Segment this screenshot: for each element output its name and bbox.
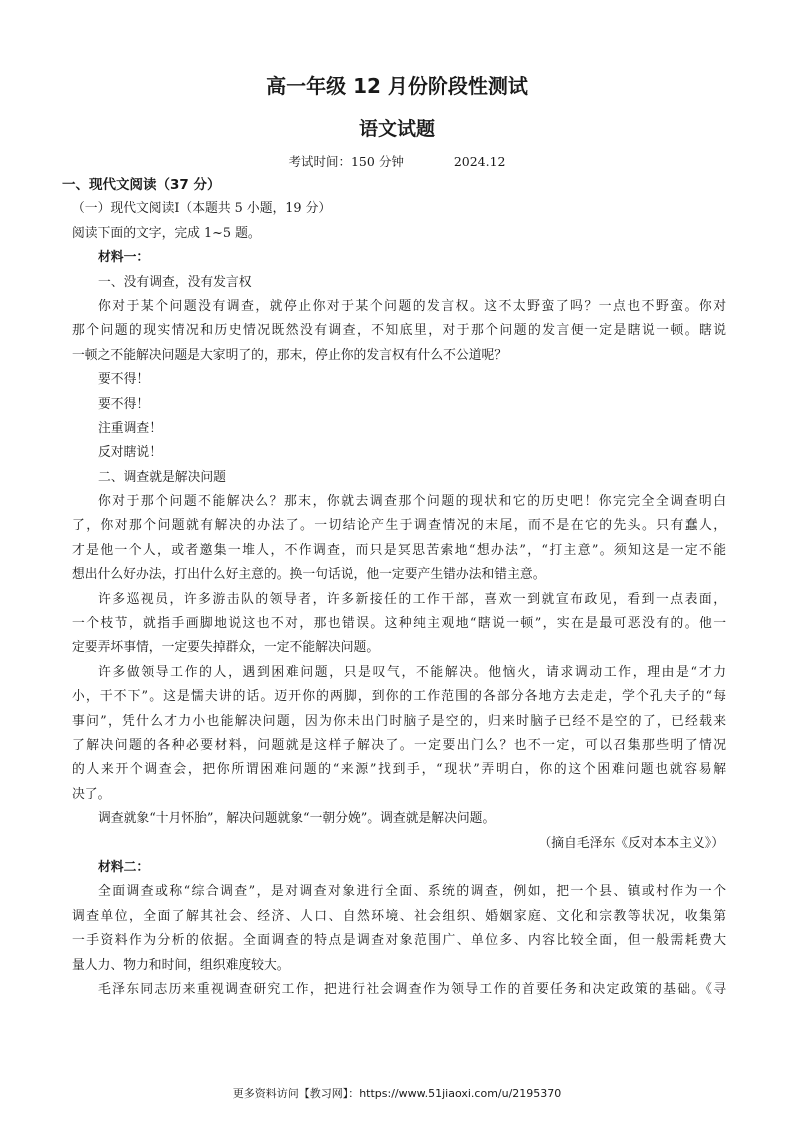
source-citation: （摘自毛泽东《反对本本主义》） — [538, 835, 724, 851]
slogan: 要不得！ — [98, 372, 150, 388]
paragraph-line: 你对于那个问题不能解决么？那末，你就去调查那个问题的现状和它的历史吧！你完完全全调查明白 — [98, 494, 726, 510]
paragraph-line: 想出什么好办法，打出什么好主意的。换一句话说，他一定要产生错办法和错主意。 — [72, 567, 546, 583]
paragraph-line: 小，干不下”。这是懦夫讲的话。迈开你的两脚，到你的工作范围的各部分各地方去走走，学个孔夫子的“每 — [72, 689, 726, 705]
exam-title: 高一年级 12 月份阶段性测试 — [266, 74, 528, 98]
exam-time: 考试时间：150 分钟 — [288, 154, 404, 169]
instruction: 阅读下面的文字，完成 1~5 题。 — [72, 225, 261, 241]
paragraph-line: 许多做领导工作的人，遇到困难问题，只是叹气，不能解决。他恼火，请求调动工作，理由是“才力 — [98, 664, 726, 680]
paragraph-line: 毛泽东同志历来重视调查研究工作，把进行社会调查作为领导工作的首要任务和决定政策的基础。《寻 — [98, 981, 726, 997]
paragraph-line: 许多巡视员，许多游击队的领导者，许多新接任的工作干部，喜欢一到就宣布政见，看到一点表面， — [98, 591, 726, 607]
exam-date: 2024.12 — [453, 154, 506, 169]
paragraph-line: 事问”，凭什么才力小也能解决问题，因为你未出门时脑子是空的，归来时脑子已经不是空的了，已经载来 — [72, 713, 726, 729]
paragraph-line: 一个枝节，就指手画脚地说这也不对，那也错误。这种纯主观地“瞎说一顿”，实在是最可恶没有的。他一 — [72, 616, 726, 632]
material-heading: 一、没有调查，没有发言权 — [98, 274, 252, 290]
slogan: 注重调查！ — [98, 420, 162, 436]
paragraph-line: 决了。 — [72, 786, 111, 802]
footer-link[interactable]: 更多资料访问【教习网】：https://www.51jiaoxi.com/u/2195370 — [232, 1087, 562, 1100]
paragraph-line: 才是他一个人，或者邀集一堆人，不作调查，而只是冥思苦索地“想办法”，“打主意”。须知这是一定不能 — [72, 542, 726, 558]
exam-body — [62, 173, 726, 1002]
paragraph-line: 那个问题的现实情况和历史情况既然没有调查，不知底里，对于那个问题的发言便一定是瞎说一顿。瞎说 — [72, 323, 726, 339]
slogan: 要不得！ — [98, 396, 150, 412]
slogan: 反对瞎说！ — [98, 445, 162, 461]
subsection-heading: （一）现代文阅读Ⅰ（本题共 5 小题，19 分） — [72, 201, 332, 217]
material-label: 材料二： — [98, 859, 150, 875]
paragraph-line: 调查单位，全面了解其社会、经济、人口、自然环境、社会组织、婚姻家庭、文化和宗教等状况，收集第 — [72, 908, 726, 924]
paragraph-line: 一顿之不能解决问题是大家明了的，那末，停止你的发言权有什么不公道呢？ — [72, 347, 508, 363]
exam-subtitle: 语文试题 — [358, 118, 435, 140]
section-heading: 一、现代文阅读（37 分） — [62, 177, 221, 193]
material-label: 材料一： — [98, 250, 150, 266]
paragraph-line: 调查就象“十月怀胎”，解决问题就象“一朝分娩”。调查就是解决问题。 — [98, 811, 496, 827]
paragraph-line: 量人力、物力和时间，组织难度较大。 — [72, 957, 290, 973]
paragraph-line: 定要弄坏事情，一定要失掉群众，一定不能解决问题。 — [72, 640, 380, 656]
paragraph-line: 全面调查或称“综合调查”，是对调查对象进行全面、系统的调查，例如，把一个县、镇或村作为一个 — [98, 884, 726, 900]
exam-meta — [0, 152, 794, 170]
paragraph-line: 了，你对那个问题就有解决的办法了。一切结论产生于调查情况的末尾，而不是在它的先头。只有蠢人， — [72, 518, 726, 534]
paragraph-line: 了解决问题的各种必要材料，问题就是这样子解决了。一定要出门么？也不一定，可以召集那些明了情况 — [72, 737, 726, 753]
material-heading: 二、调查就是解决问题 — [98, 469, 226, 485]
paragraph-line: 的人来开个调查会，把你所谓困难问题的“来源”找到手，“现状”弄明白，你的这个困难问题也就容易解 — [72, 762, 726, 778]
paragraph-line: 你对于某个问题没有调查，就停止你对于某个问题的发言权。这不太野蛮了吗？一点也不野蛮。你对 — [98, 298, 726, 314]
paragraph-line: 一手资料作为分析的依据。全面调查的特点是调查对象范围广、单位多、内容比较全面，但一般需耗费大 — [72, 933, 726, 949]
